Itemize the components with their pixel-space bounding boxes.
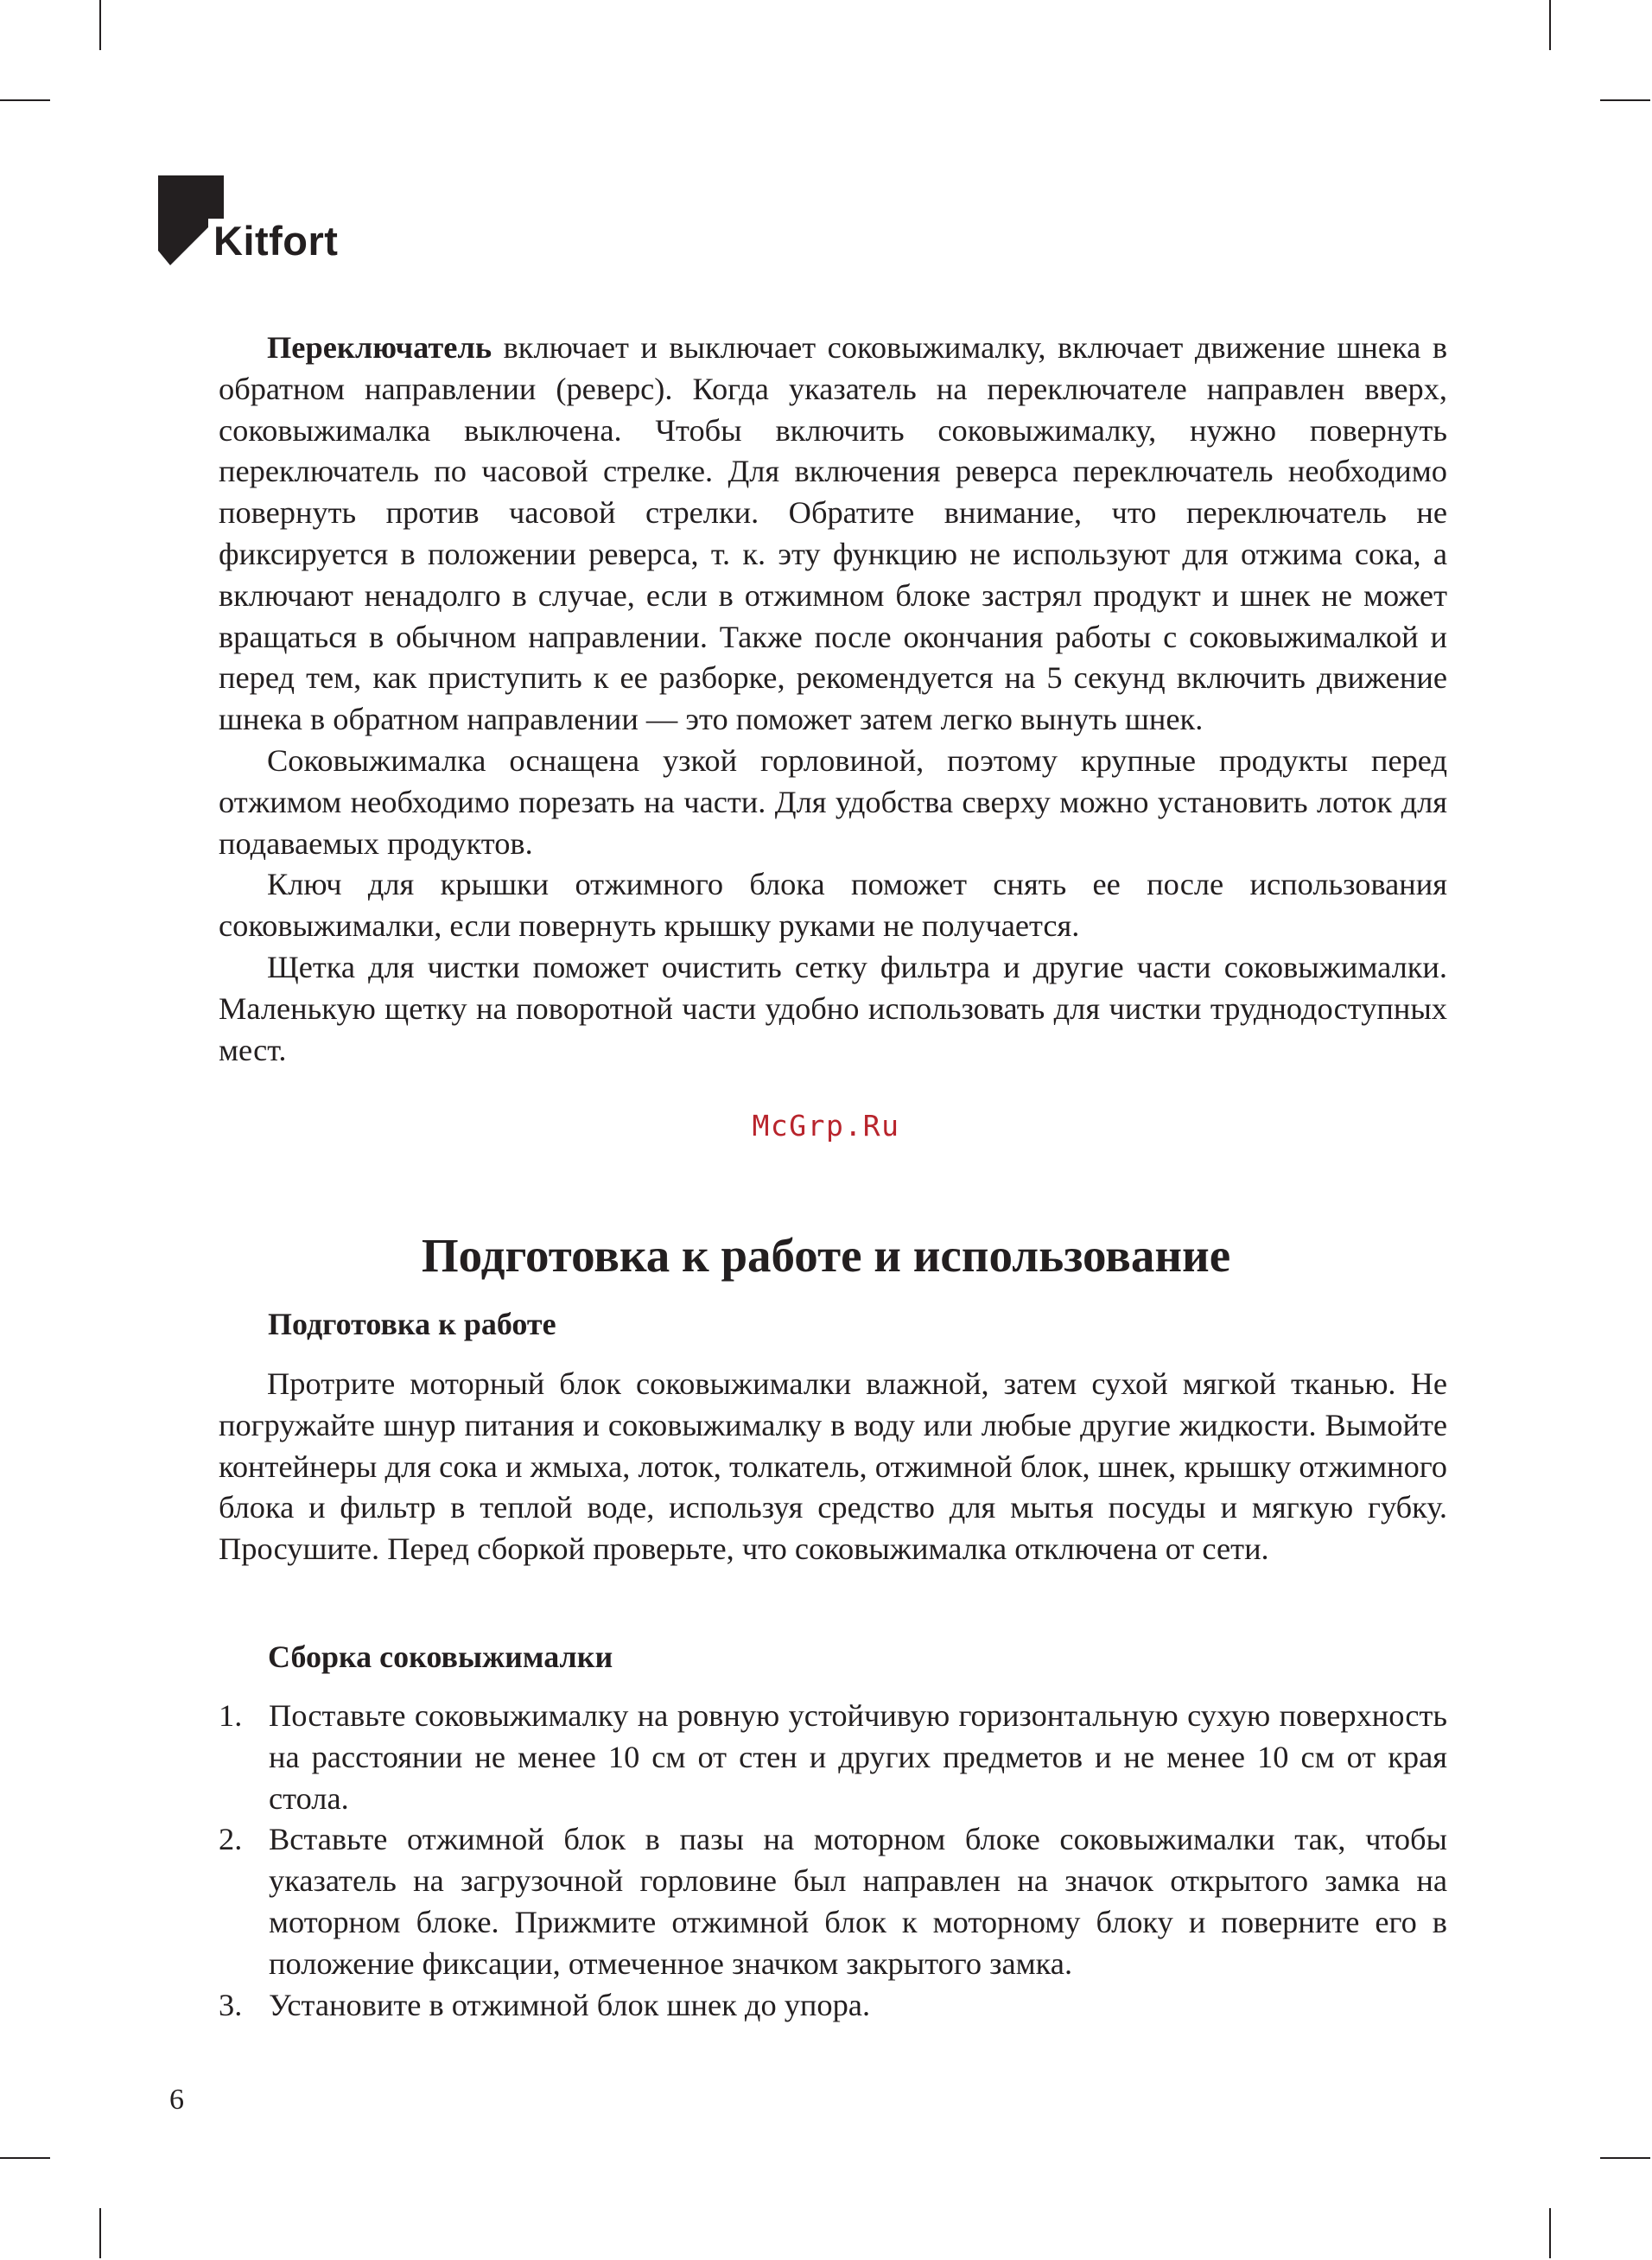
section-title: Подготовка к работе и использование bbox=[421, 1229, 1231, 1282]
switch-term: Переключатель bbox=[267, 330, 492, 365]
assembly-heading: Сборка соковыжималки bbox=[268, 1639, 613, 1674]
crop-mark bbox=[1549, 2208, 1551, 2258]
switch-paragraph bbox=[219, 328, 1447, 741]
prep-section bbox=[219, 1364, 1447, 1570]
page-number: 6 bbox=[169, 2084, 184, 2116]
step-number: 3. bbox=[219, 1987, 243, 2022]
step-text: Поставьте соковыжималку на ровную устойчивую горизонтальную сухую поверхность на расстоянии не менее 10 см от стен и других предметов и не менее 10 см от края стола. bbox=[269, 1698, 1447, 1816]
crop-mark bbox=[99, 2208, 101, 2258]
paragraph-lid-key: Ключ для крышки отжимного блока поможет снять ее после использования соковыжималки, если повернуть крышку руками не получается. bbox=[219, 867, 1447, 944]
prep-heading: Подготовка к работе bbox=[268, 1307, 556, 1341]
crop-mark bbox=[1549, 0, 1551, 50]
intro-section bbox=[219, 328, 1447, 1071]
paragraph-narrow-neck: Соковыжималка оснащена узкой горловиной, поэтому крупные продукты перед отжимом необходимо порезать на части. Для удобства сверху можно установить лоток для подаваемых продуктов. bbox=[219, 742, 1447, 861]
switch-description: включает и выключает соковыжималку, включает движение шнека в обратном направлении (реверс). Когда указатель на переключателе направлен вверх, соковыжималка выключена. Чтобы включить соковыжималку, нужно повернуть переключатель по часовой стрелке. Для включения реверса переключатель необходимо повернуть против часовой стрелки. Обратите внимание, что переключатель не фиксируется в положении реверса, т. к. эту функцию не используют для отжима сока, а включают ненадолго в случае, если в отжимном блоке застрял продукт и шнек не может вращаться в обычном направлении. Также после окончания работы с соковыжималкой и перед тем, как приступить к ее разборке, рекомендуется на 5 секунд включить движение шнека в обратном направлении — это поможет затем легко вынуть шнек. bbox=[219, 330, 1447, 737]
prep-paragraph: Протрите моторный блок соковыжималки влажной, затем сухой мягкой тканью. Не погружайте шнур питания и соковыжималку в воду или любые другие жидкости. Вымойте контейнеры для сока и жмыха, лоток, толкатель, отжимной блок, шнек, крышку отжимного блока и фильтр в теплой воде, используя средство для мытья посуды и мягкую губку. Просушите. Перед сборкой проверьте, что соковыжималка отключена от сети. bbox=[219, 1366, 1447, 1567]
assembly-step bbox=[219, 1985, 1447, 2027]
step-number: 1. bbox=[219, 1698, 243, 1733]
crop-mark bbox=[1600, 99, 1650, 101]
brand-name: Kitfort bbox=[213, 218, 339, 264]
assembly-step bbox=[219, 1819, 1447, 1984]
assembly-step bbox=[219, 1696, 1447, 1819]
step-text: Вставьте отжимной блок в пазы на моторном блоке соковыжималки так, чтобы указатель на загрузочной горловине был направлен на значок открытого замка на моторном блоке. Прижмите отжимной блок к моторному блоку и поверните его в положение фиксации, отмеченное значком закрытого замка. bbox=[269, 1822, 1447, 1981]
assembly-steps bbox=[219, 1696, 1447, 2026]
paragraph-cleaning-brush: Щетка для чистки поможет очистить сетку фильтра и другие части соковыжималки. Маленькую щетку на поворотной части удобно использовать для чистки труднодоступных мест. bbox=[219, 949, 1447, 1067]
step-number: 2. bbox=[219, 1822, 243, 1857]
step-text: Установите в отжимной блок шнек до упора. bbox=[269, 1987, 871, 2022]
kitfort-logo bbox=[158, 175, 357, 266]
crop-mark bbox=[0, 99, 50, 101]
crop-mark bbox=[0, 2157, 50, 2159]
crop-mark bbox=[99, 0, 101, 50]
crop-mark bbox=[1600, 2157, 1650, 2159]
watermark: McGrp.Ru bbox=[752, 1109, 900, 1143]
